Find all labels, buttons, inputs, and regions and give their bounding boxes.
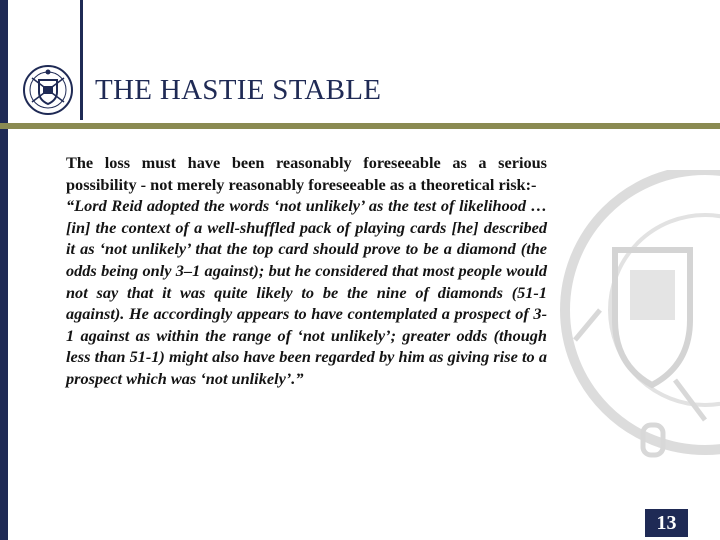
quote-paragraph: “Lord Reid adopted the words ‘not unlikely’ as the test of likelihood … [in] the context of a well-shuffled pack of playing cards [he] described it as ‘not unlikely’ that the top card should prove to be a diamond (the odds being only 3–1 against); but he considered that most people would not say that it was quite likely to be the nine of diamonds (51-1 against). He accordingly appears to have contemplated a prospect of 3-1 against as within the range of ‘not unlikely’; greater odds (though less than 51-1) might also have been regarded by him as giving rise to a prospect which was ‘not unlikely’.” <box>66 196 547 388</box>
faculty-crest-icon <box>22 64 74 116</box>
slide-title: THE HASTIE STABLE <box>95 74 382 106</box>
left-accent-strip <box>0 0 8 540</box>
page-number-badge: 13 <box>645 509 688 537</box>
title-underline-rule <box>0 123 720 129</box>
intro-paragraph: The loss must have been reasonably foreseeable as a serious possibility - not merely reasonably foreseeable as a theoretical risk:- <box>66 153 547 194</box>
faculty-seal-watermark <box>555 170 720 470</box>
vertical-rule <box>80 0 83 120</box>
slide-body <box>66 152 547 390</box>
